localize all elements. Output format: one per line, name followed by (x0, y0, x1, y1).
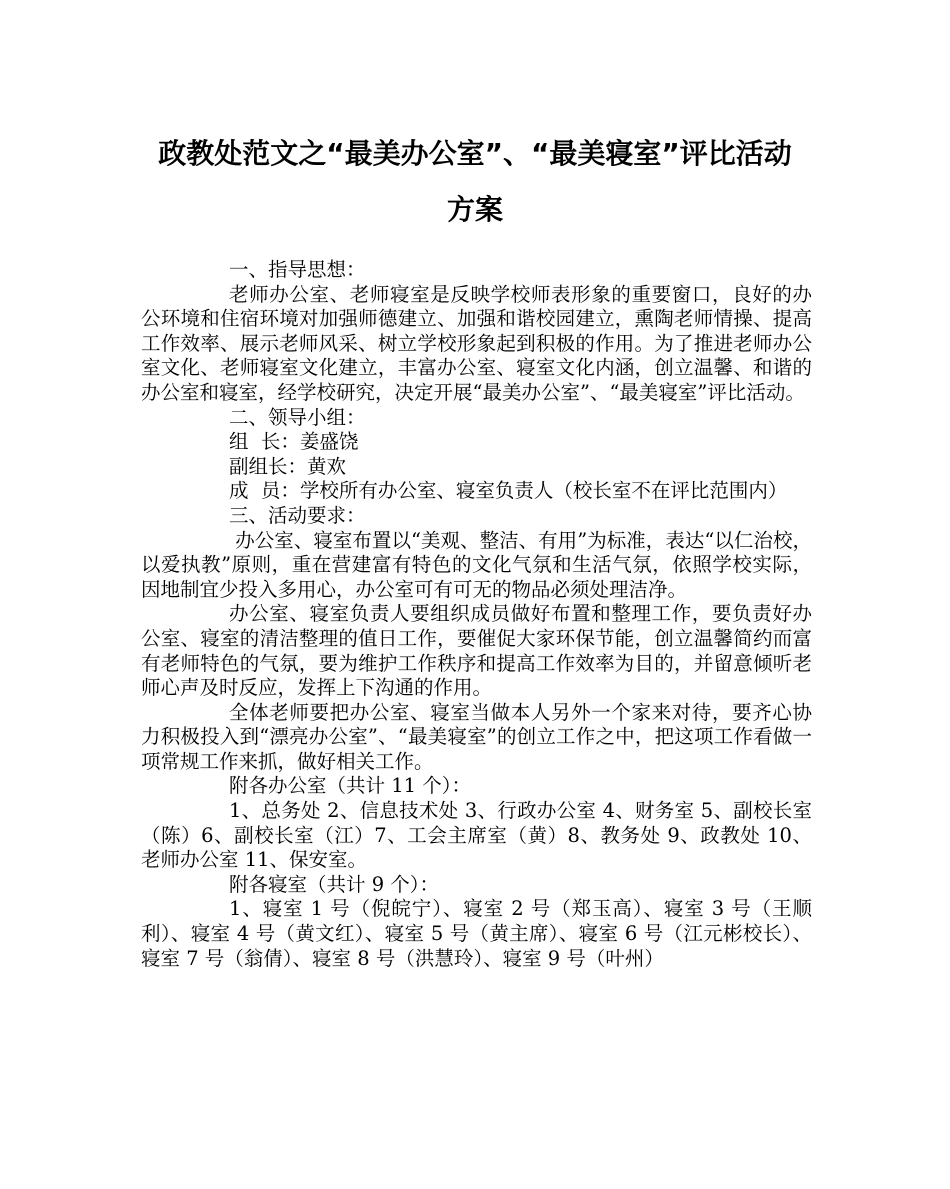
offices-list-heading: 附各办公室（共计 11 个）： (229, 774, 471, 798)
leader-line: 组 长：姜盛饶 (229, 430, 359, 454)
offices-list: 1、总务处 2、信息技术处 3、行政办公室 4、财务室 5、副校长室（陈）6、副校长室（江）7、工会主席室（黄）8、教务处 9、政教处 10、老师办公室 11、保安室。 (141, 799, 812, 872)
paragraph-requirement-3: 全体老师要把办公室、寝室当做本人另外一个家来对待，要齐心协力积极投入到“漂亮办公室”、“最美寝室”的创立工作之中，把这项工作看做一项常规工作来抓，做好相关工作。 (141, 700, 812, 773)
members-line: 成 员：学校所有办公室、寝室负责人（校长室不在评比范围内） (229, 479, 788, 503)
paragraph-guiding-ideology: 老师办公室、老师寝室是反映学校师表形象的重要窗口，良好的办公环境和住宿环境对加强师德建立、加强和谐校园建立，熏陶老师情操、提高工作效率、展示老师风采、树立学校形象起到积极的作用。为了推进老师办公室文化、老师寝室文化建立，丰富办公室、寝室文化内涵，创立温馨、和谐的办公室和寝室，经学校研究，决定开展“最美办公室”、“最美寝室”评比活动。 (141, 282, 812, 404)
paragraph-requirement-1: 办公室、寝室布置以“美观、整洁、有用”为标准，表达“以仁治校，以爱执教”原则，重在营建富有特色的文化气氛和生活气氛，依照学校实际，因地制宜少投入多用心，办公室可有可无的物品必须处理洁净。 (141, 528, 812, 601)
section-heading-guiding-ideology: 一、指导思想： (229, 258, 366, 281)
section-heading-activity-requirements: 三、活动要求： (229, 503, 366, 527)
document-title (120, 126, 830, 238)
title-line-1: 政教处范文之“最美办公室”、“最美寝室”评比活动 (158, 137, 792, 170)
dorms-list-heading: 附各寝室（共计 9 个）： (229, 872, 440, 896)
dorms-list: 1、寝室 1 号（倪皖宁）、寝室 2 号（郑玉高）、寝室 3 号（王顺利）、寝室 4 号（黄文红）、寝室 5 号（黄主席）、寝室 6 号（江元彬校长）、寝室 7 号（翁倩）、寝室 8 号（洪慧玲）、寝室 9 号（叶州） (141, 897, 812, 970)
title-line-2: 方案 (446, 193, 503, 226)
deputy-leader-line: 副组长：黄欢 (229, 454, 347, 478)
section-heading-leadership-group: 二、领导小组： (229, 405, 366, 429)
paragraph-requirement-2: 办公室、寝室负责人要组织成员做好布置和整理工作，要负责好办公室、寝室的清洁整理的值日工作，要催促大家环保节能，创立温馨简约而富有老师特色的气氛，要为维护工作秩序和提高工作效率为目的，并留意倾听老师心声及时反应，发挥上下沟通的作用。 (141, 602, 812, 700)
document-body (141, 258, 812, 971)
